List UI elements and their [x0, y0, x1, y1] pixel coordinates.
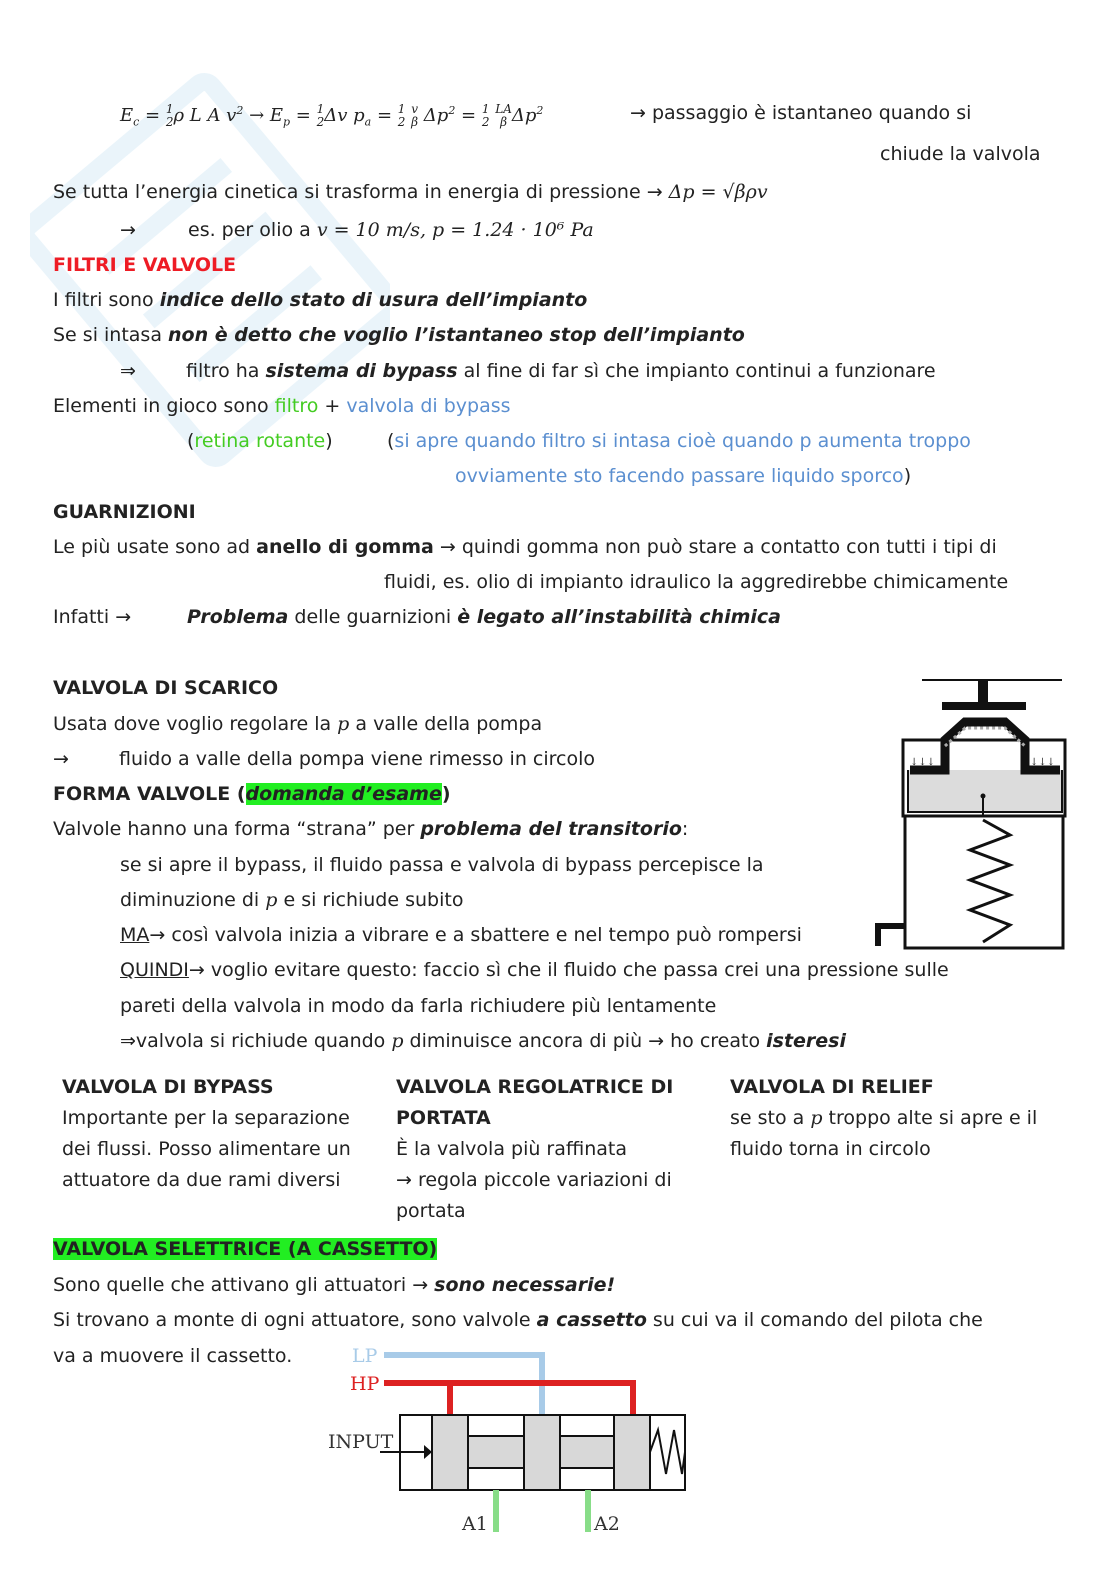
- filtri-line-3: ⇒ filtro ha sistema di bypass al fine di far sì che impianto continui a funzionare: [120, 360, 936, 382]
- a2-label: A2: [594, 1513, 620, 1535]
- a1-label: A1: [462, 1513, 488, 1535]
- guarnizioni-line-1: Le più usate sono ad anello di gomma → quindi gomma non può stare a contatto con tutti i tipi di: [53, 536, 997, 558]
- scarico-line-2: → fluido a valle della pompa viene rimesso in circolo: [53, 748, 595, 770]
- col-regolatrice-line-2: → regola piccole variazioni di portata: [396, 1169, 672, 1222]
- scarico-line-1: Usata dove voglio regolare la p a valle della pompa: [53, 713, 543, 735]
- col-relief-title: VALVOLA DI RELIEF: [730, 1076, 934, 1098]
- guarnizioni-line-3: Infatti →: [53, 606, 132, 628]
- guarnizioni-line-2: fluidi, es. olio di impianto idraulico la aggredirebbe chimicamente: [384, 571, 1009, 593]
- forma-line-2: se si apre il bypass, il fluido passa e valvola di bypass percepisce la: [120, 854, 764, 876]
- filtri-line-2: Se si intasa non è detto che voglio l’istantaneo stop dell’impianto: [53, 324, 745, 346]
- example-line: → es. per olio a v = 10 m/s, p = 1.24 · 10⁶ Pa: [120, 219, 594, 241]
- forma-valvole-title: FORMA VALVOLE (domanda d’esame): [53, 783, 451, 805]
- col-bypass-title: VALVOLA DI BYPASS: [62, 1076, 274, 1098]
- col-relief-body: se sto a p troppo alte si apre e il fluido torna in circolo: [730, 1107, 1038, 1160]
- spool-valve-diagram: [320, 1340, 700, 1540]
- filtri-line-5a: (retina rotante): [187, 430, 333, 452]
- forma-line-4: MA→ così valvola inizia a vibrare e a sbattere e nel tempo può rompersi: [120, 924, 802, 946]
- col-regolatrice-line-1: È la valvola più raffinata: [396, 1138, 628, 1160]
- svg-text:↓↓↓: ↓↓↓: [1030, 757, 1056, 768]
- forma-line-5: QUINDI→ voglio evitare questo: faccio sì che il fluido che passa crei una pressione sulle: [120, 959, 949, 981]
- guarnizioni-line-3b: Problema delle guarnizioni è legato all’instabilità chimica: [187, 606, 781, 628]
- col-relief: [730, 1072, 1060, 1165]
- forma-line-3: diminuzione di p e si richiude subito: [120, 889, 464, 911]
- formula-tail-2: chiude la valvola: [880, 143, 1041, 165]
- formula-tail: → passaggio è istantaneo quando si: [630, 102, 972, 124]
- col-regolatrice-title: VALVOLA REGOLATRICE DI PORTATA: [396, 1076, 674, 1129]
- col-regolatrice: [396, 1072, 706, 1227]
- selettrice-line-2: Si trovano a monte di ogni attuatore, sono valvole a cassetto su cui va il comando del pilota che: [53, 1309, 983, 1331]
- forma-line-6: pareti della valvola in modo da farla richiudere più lentamente: [120, 995, 717, 1017]
- hp-line: [384, 1383, 633, 1415]
- forma-line-1: Valvole hanno una forma “strana” per problema del transitorio:: [53, 818, 689, 840]
- energy-line: Se tutta l’energia cinetica si trasforma in energia di pressione → Δp = √βρv: [53, 181, 768, 203]
- relief-valve-diagram: [870, 670, 1080, 960]
- selettrice-line-1: Sono quelle che attivano gli attuatori → sono necessarie!: [53, 1274, 616, 1296]
- col-bypass-body: Importante per la separazione dei flussi. Posso alimentare un attuatore da due rami diversi: [62, 1107, 351, 1191]
- section-title-scarico: VALVOLA DI SCARICO: [53, 677, 279, 699]
- hp-label: HP: [350, 1373, 380, 1395]
- lp-label: LP: [352, 1345, 378, 1367]
- section-title-filtri: FILTRI E VALVOLE: [53, 254, 237, 276]
- formula-kinetic-pressure: $E_c = 1$ 2ρ L A $v^2 \to E_p = 1$ 2Δv $p_a = 1$ 2 v β $\Delta p^2 = 1$ 2 LA β $\Delta p^2$: [120, 102, 544, 129]
- section-title-selettrice: VALVOLA SELETTRICE (A CASSETTO): [53, 1238, 438, 1260]
- selettrice-line-3: va a muovere il cassetto.: [53, 1345, 293, 1367]
- input-label: INPUT: [328, 1431, 394, 1453]
- filtri-line-4: Elementi in gioco sono filtro + valvola di bypass: [53, 395, 511, 417]
- section-title-guarnizioni: GUARNIZIONI: [53, 501, 196, 523]
- filtri-line-6: ovviamente sto facendo passare liquido sporco): [455, 465, 912, 487]
- col-bypass: [62, 1072, 382, 1196]
- forma-line-7: ⇒valvola si richiude quando p diminuisce ancora di più → ho creato isteresi: [120, 1030, 846, 1052]
- filtri-line-5b: (si apre quando filtro si intasa cioè quando p aumenta troppo: [387, 430, 971, 452]
- svg-text:↓↓↓: ↓↓↓: [910, 757, 936, 768]
- filtri-line-1: I filtri sono indice dello stato di usura dell’impianto: [53, 289, 588, 311]
